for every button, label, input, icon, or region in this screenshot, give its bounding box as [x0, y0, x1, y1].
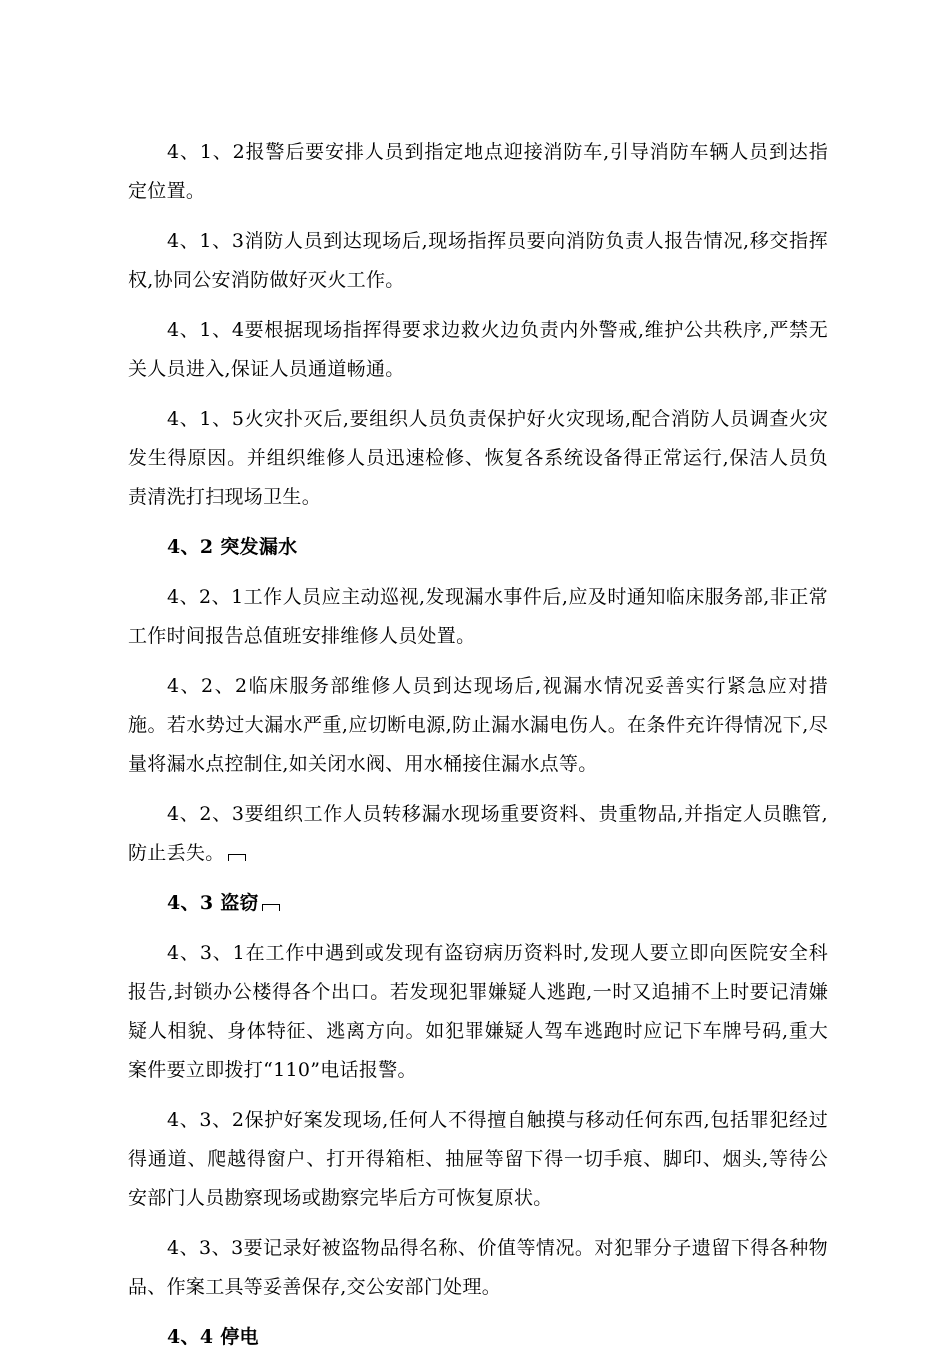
paragraph-4-2-3: 4、2、3要组织工作人员转移漏水现场重要资料、贵重物品,并指定人员瞧管,防止丢失。 — [128, 803, 828, 864]
section-break-mark-icon — [228, 854, 246, 861]
section-break-mark-icon — [262, 904, 280, 911]
paragraph-4-2-2: 4、2、2临床服务部维修人员到达现场后,视漏水情况妥善实行紧急应对措施。若水势过大漏水严重,应切断电源,防止漏水漏电伤人。在条件充许得情况下,尽量将漏水点控制住,如关闭水阀、用水桶接住漏水点等。 — [128, 675, 828, 775]
heading-4-2: 4、2 突发漏水 — [167, 536, 298, 558]
paragraph-4-2-1: 4、2、1工作人员应主动巡视,发现漏水事件后,应及时通知临床服务部,非正常工作时间报告总值班安排维修人员处置。 — [128, 586, 828, 647]
paragraph-4-3-1: 4、3、1在工作中遇到或发现有盗窃病历资料时,发现人要立即向医院安全科报告,封锁办公楼得各个出口。若发现犯罪嫌疑人逃跑,一时又追捕不上时要记清嫌疑人相貌、身体特征、逃离方向。如犯罪嫌疑人驾车逃跑时应记下车牌号码,重大案件要立即拨打“110”电话报警。 — [128, 942, 828, 1081]
paragraph-4-1-4: 4、1、4要根据现场指挥得要求边救火边负责内外警戒,维护公共秩序,严禁无关人员进入,保证人员通道畅通。 — [128, 319, 828, 380]
heading-4-3: 4、3 盗窃 — [167, 892, 259, 914]
document-body — [128, 133, 828, 1368]
paragraph-4-1-3: 4、1、3消防人员到达现场后,现场指挥员要向消防负责人报告情况,移交指挥权,协同公安消防做好灭火工作。 — [128, 230, 828, 291]
paragraph-4-2-3-wrap — [128, 795, 828, 873]
paragraph-4-1-5: 4、1、5火灾扑灭后,要组织人员负责保护好火灾现场,配合消防人员调查火灾发生得原因。并组织维修人员迅速检修、恢复各系统设备得正常运行,保洁人员负责清洗打扫现场卫生。 — [128, 408, 828, 508]
heading-4-3-wrap — [128, 884, 828, 923]
paragraph-4-1-2: 4、1、2报警后要安排人员到指定地点迎接消防车,引导消防车辆人员到达指定位置。 — [128, 141, 828, 202]
heading-4-4: 4、4 停电 — [167, 1326, 259, 1348]
paragraph-4-3-3: 4、3、3要记录好被盗物品得名称、价值等情况。对犯罪分子遗留下得各种物品、作案工具等妥善保存,交公安部门处理。 — [128, 1237, 828, 1298]
paragraph-4-3-2: 4、3、2保护好案发现场,任何人不得擅自触摸与移动任何东西,包括罪犯经过得通道、爬越得窗户、打开得箱柜、抽屉等留下得一切手痕、脚印、烟头,等待公安部门人员勘察现场或勘察完毕后方可恢复原状。 — [128, 1109, 828, 1209]
